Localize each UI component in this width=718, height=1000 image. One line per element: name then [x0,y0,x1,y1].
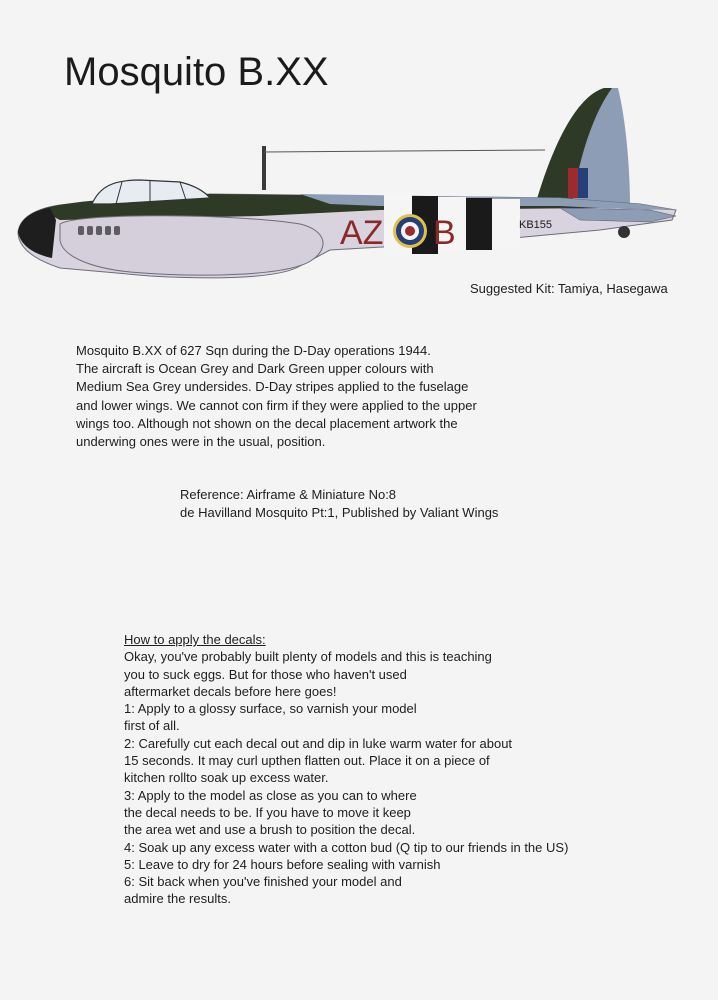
howto-line: 15 seconds. It may curl upthen flatten out. Place it on a piece of [124,753,490,769]
howto-section [124,631,568,908]
code-suffix: B [433,214,456,252]
roundel-red [405,226,415,236]
tail-wheel [618,226,630,238]
howto-heading: How to apply the decals: [124,632,266,647]
howto-line: 1: Apply to a glossy surface, so varnish your model [124,701,417,717]
description-paragraph [76,342,576,451]
howto-line: Okay, you've probably built plenty of models and this is teaching [124,649,492,665]
description-line: wings too. Although not shown on the decal placement artwork the [76,415,458,431]
reference-block [180,486,498,523]
howto-line: 5: Leave to dry for 24 hours before sealing with varnish [124,856,441,872]
howto-line: 2: Carefully cut each decal out and dip in luke warm water for about [124,735,513,751]
howto-line: 4: Soak up any excess water with a cotton bud (Q tip to our friends in the US) [124,839,569,855]
howto-line: 3: Apply to the model as close as you can to where [124,787,417,803]
description-line: Medium Sea Grey undersides. D-Day stripes applied to the fuselage [76,379,469,395]
aerial-mast [262,146,266,190]
description-line: Mosquito B.XX of 627 Sqn during the D-Day operations 1944. [76,343,431,358]
page-title: Mosquito B.XX [64,50,329,94]
howto-line: you to suck eggs. But for those who haven't used [124,666,407,682]
description-line: The aircraft is Ocean Grey and Dark Green upper colours with [76,361,434,377]
howto-line: first of all. [124,718,180,734]
fin-flash-red [568,168,578,198]
howto-line: the area wet and use a brush to position the decal. [124,822,416,838]
howto-line: aftermarket decals before here goes! [124,683,337,699]
dday-stripe-white-3 [492,199,520,247]
howto-line: admire the results. [124,891,231,907]
nose [18,208,56,258]
suggested-kit: Suggested Kit: Tamiya, Hasegawa [470,281,668,296]
reference-line: de Havilland Mosquito Pt:1, Published by Valiant Wings [180,505,499,521]
description-line: underwing ones were in the usual, position. [76,434,326,450]
engine-nacelle [60,216,323,275]
howto-line: 6: Sit back when you've finished your model and [124,874,402,890]
dday-stripe-black-2 [466,198,492,250]
reference-line: Reference: Airframe & Miniature No:8 [180,487,397,502]
howto-line: the decal needs to be. If you have to move it keep [124,804,411,820]
aircraft-illustration [0,80,718,280]
fin-flash-blue [578,168,588,198]
code-letters: AZ [340,214,384,252]
howto-line: kitchen rollto soak up excess water. [124,770,329,786]
serial-number: KB155 [519,219,553,231]
description-line: and lower wings. We cannot con firm if they were applied to the upper [76,397,477,413]
aerial-wire [264,150,545,152]
